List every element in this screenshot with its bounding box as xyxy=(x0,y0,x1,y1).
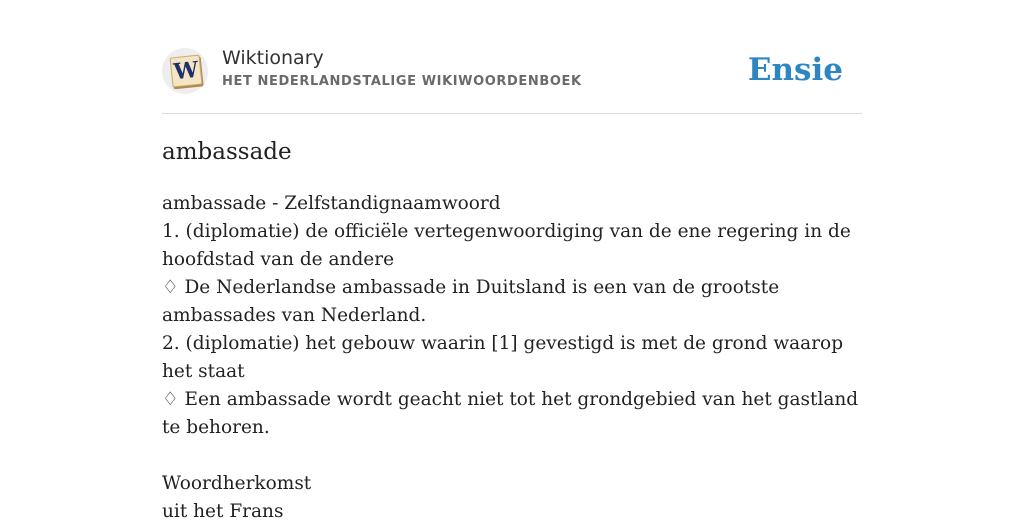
section-spacer xyxy=(162,442,862,470)
logo-tile xyxy=(170,55,203,88)
entry-content xyxy=(162,190,862,526)
part-of-speech-line: ambassade - Zelfstandignaamwoord xyxy=(162,193,501,214)
etymology-text: uit het Frans xyxy=(162,501,284,522)
definition-1: 1. (diplomatie) de officiële vertegenwoordiging van de ene regering in de hoofdstad van de andere xyxy=(162,221,851,270)
example-2: ♢ Een ambassade wordt geacht niet tot het grondgebied van het gastland te behoren. xyxy=(162,389,859,438)
page xyxy=(162,0,862,522)
site-tagline: HET NEDERLANDSTALIGE WIKIWOORDENBOEK xyxy=(222,74,582,89)
page-title: ambassade xyxy=(162,139,292,165)
etymology-heading: Woordherkomst xyxy=(162,473,312,494)
wiktionary-logo-icon[interactable] xyxy=(162,48,208,94)
example-1: ♢ De Nederlandse ambassade in Duitsland is een van de grootste ambassades van Nederland. xyxy=(162,277,780,326)
definition-2: 2. (diplomatie) het gebouw waarin [1] gevestigd is met de grond waarop het staat xyxy=(162,333,844,382)
ensie-brand-link[interactable]: Ensie xyxy=(747,52,843,88)
logo-letter: W xyxy=(172,56,200,86)
site-header xyxy=(162,46,862,114)
site-name-link[interactable]: Wiktionary xyxy=(222,47,324,69)
